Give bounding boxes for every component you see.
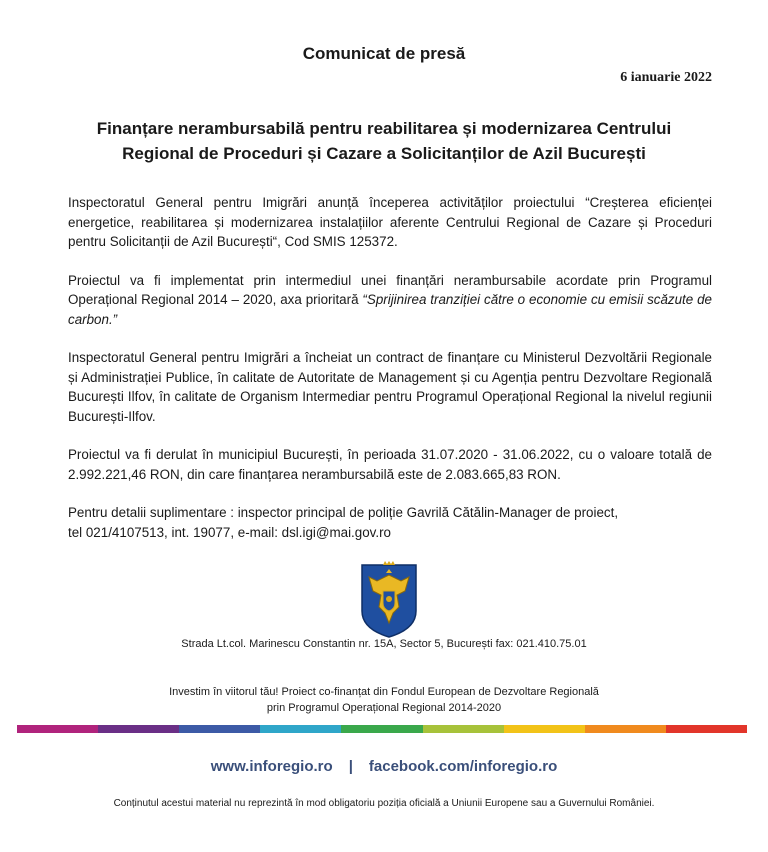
igi-crest-icon [360, 561, 418, 639]
contact-details: tel 021/4107513, int. 19077, e-mail: dsl.igi@mai.gov.ro [68, 524, 392, 540]
funding-notice [0, 684, 768, 716]
document-date: 6 ianuarie 2022 [620, 70, 712, 85]
paragraph-contract: Inspectoratul General pentru Imigrări a încheiat un contract de finanțare cu Ministerul Dezvoltării Regionale și Administrației Publice, în calitate de Autoritate de Management și cu Agenția pentru Dezvoltare Regională București Ilfov, în calitate de Organism Intermediar pentru Programul Operațional Regional la nivelul regiunii București-Ilfov. [68, 350, 712, 424]
color-band-segment [423, 725, 504, 733]
color-band-segment [585, 725, 666, 733]
color-band-segment [260, 725, 341, 733]
color-band-segment [666, 725, 747, 733]
color-band-segment [341, 725, 422, 733]
contact-person: Pentru detalii suplimentare : inspector principal de poliție Gavrilă Cătălin-Manager de proiect, [68, 505, 619, 520]
inforegio-link[interactable]: www.inforegio.ro [210, 758, 333, 775]
paragraph-contact [68, 503, 712, 542]
paragraph-announcement: Inspectoratul General pentru Imigrări anunță începerea activităților proiectului “Creșterea eficienței energetice, reabilitarea și modernizarea instalațiilor aferente Centrului Regional de Cazare și Proceduri pentru Solicitanții de Azil București“, Cod SMIS 125372. [68, 195, 712, 249]
color-band-segment [17, 725, 98, 733]
color-band-segment [504, 725, 585, 733]
paragraph-implementation-text: Proiectul va fi implementat prin intermediul unei finanțări nerambursabile acordate prin Programul Operațional Regional 2014 – 2020, axa prioritară [68, 272, 712, 307]
title-line-1: Finanțare nerambursabilă pentru reabilitarea și modernizarea Centrului [96, 119, 672, 138]
link-separator: | [348, 758, 353, 775]
color-band-segment [98, 725, 179, 733]
paragraph-period-value: Proiectul va fi derulat în municipiul București, în perioada 31.07.2020 - 31.06.2022, cu o valoare totală de 2.992.221,46 RON, din care finanțarea nerambursabilă este de 2.083.665,83 RON. [68, 447, 712, 482]
address-line: Strada Lt.col. Marinescu Constantin nr. 15A, Sector 5, București fax: 021.410.75.01 [181, 638, 587, 650]
title-line-2: Regional de Proceduri și Cazare a Solicitanților de Azil București [122, 144, 646, 163]
eu-disclaimer: Conținutul acestui material nu reprezintă în mod obligatoriu poziția oficială a Uniunii Europene sau a Guvernului României. [113, 798, 655, 809]
color-band [17, 725, 747, 733]
document-title [60, 116, 708, 166]
priority-axis-quote: “Sprijinirea tranziției către o economie cu emisii scăzute de carbon.” [68, 292, 712, 327]
footer-links [0, 758, 768, 775]
funding-line-1: Investim în viitorul tău! Proiect co-finanțat din Fondul European de Dezvoltare Regională [169, 686, 599, 698]
paragraph-implementation [68, 271, 712, 330]
document-body [68, 193, 712, 561]
document-heading: Comunicat de presă [302, 44, 466, 63]
facebook-link[interactable]: facebook.com/inforegio.ro [368, 758, 558, 775]
color-band-segment [179, 725, 260, 733]
funding-line-2: prin Programul Operațional Regional 2014-2020 [266, 702, 502, 714]
